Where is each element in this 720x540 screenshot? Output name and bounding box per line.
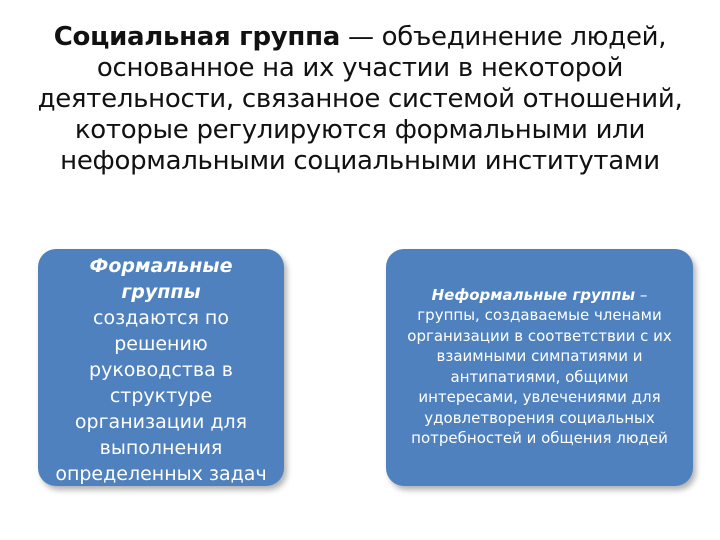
informal-groups-title: Неформальные группы [431, 285, 636, 304]
formal-groups-title: Формальные группы [89, 255, 233, 303]
definition-text: — объединение людей, основанное на их участии в некоторой деятельности, связанное системой отношений, которые регулируются формальными или неформальными социальными институтами [37, 22, 683, 176]
definition-term: Социальная группа [53, 22, 340, 52]
informal-groups-content [400, 285, 679, 449]
formal-groups-box [38, 249, 284, 486]
definition-paragraph [20, 22, 700, 177]
formal-groups-text: создаются по решению руководства в структуре организации для выполнения определенных задач [55, 307, 267, 485]
informal-groups-box [386, 249, 693, 486]
formal-groups-content [52, 253, 270, 487]
informal-groups-text: – группы, создаваемые членами организации в соответствии с их взаимными симпатиями и антипатиями, общими интересами, увлечениями для удовлетворения социальных потребностей и общения людей [407, 285, 672, 447]
